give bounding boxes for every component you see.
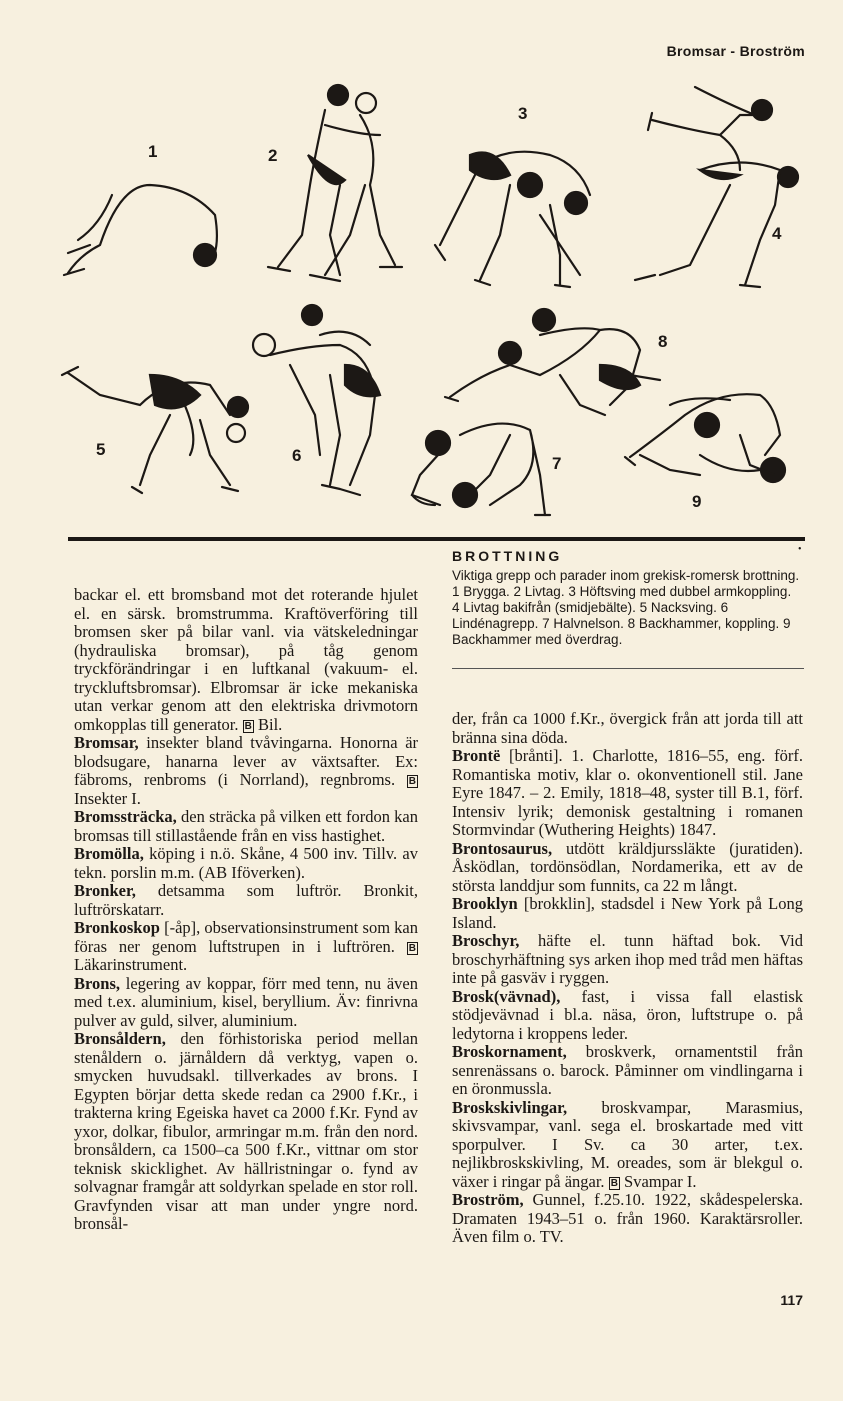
bullet-dot: • <box>798 544 802 555</box>
entry-brooklyn: Brooklyn [brokklin], stadsdel i New York på Long Island. <box>452 894 803 932</box>
wrestlers-neckswing <box>62 367 248 493</box>
wrestlers-backhammer-overdrag <box>625 394 785 482</box>
entry-brosk: Brosk(vävnad), fast, i vissa fall elastisk stödjevävnad i bl.a. näsa, öron, luftstrupe o. på ledytorna i kroppens leder. <box>452 986 803 1043</box>
entry-bromsar: Bromsar, insekter bland tvåvingarna. Honorna är blodsugare, hanarna lever av växtsafter. Ex: fäbroms, renbroms (i Norrland), regnbroms. B Insekter I. <box>74 733 419 808</box>
illustration-ref-icon: B <box>408 776 417 787</box>
illustration-ref-icon: B <box>610 1177 618 1189</box>
fig-number-7: 7 <box>552 454 562 473</box>
fig-number-6: 6 <box>292 446 302 465</box>
figure-caption <box>452 548 802 648</box>
entry-bronsaldern-continued: der, från ca 1000 f.Kr., övergick från att jorda till att bränna sina döda. <box>452 709 803 747</box>
wrestlers-rearlift <box>635 87 798 287</box>
entry-bromsstracka: Bromssträcka, den sträcka på vilken ett fordon kan bromsas till stillastående från en viss hastighet. <box>74 807 418 845</box>
entry-broschyr: Broschyr, häfte el. tunn häftad bok. Vid broschyrhäftning sys arken ihop med tråd men häftas inte på gasväv i ryggen. <box>452 931 804 987</box>
fig-number-8: 8 <box>658 332 668 351</box>
wrestler-bridge <box>64 185 217 275</box>
entry-bronte: Brontë [brånti]. 1. Charlotte, 1816–55, eng. förf. Romantiska motiv, klar o. okonventionell stil. Jane Eyre 1847. – 2. Emily, 1818–48, syster till B.1, förf. Intensiv lyrik; demonisk gestaltning i romanen Stormvindar (Wuthering Heights) 1847. <box>452 746 804 839</box>
entry-brons: Brons, legering av koppar, förr med tenn, nu även med t.ex. aluminium, kisel, beryllium. Äv: finrivna pulver av guld, silver, aluminium. <box>74 973 418 1030</box>
wrestlers-halfnelson <box>412 424 550 515</box>
fig-number-1: 1 <box>148 142 158 161</box>
wrestlers-backhammer-coupling <box>445 309 660 415</box>
wrestlers-lindena <box>253 305 380 495</box>
entry-broskornament: Broskornament, broskverk, ornamentstil från senrenässans o. barock. Påminner om vindlingarna i en öronmussla. <box>452 1042 803 1098</box>
fig-number-4: 4 <box>772 224 782 243</box>
page-number: 117 <box>780 1292 803 1308</box>
fig-number-5: 5 <box>96 440 106 459</box>
right-column <box>452 710 803 1247</box>
running-head: Bromsar - Broström <box>666 43 805 59</box>
entry-brostrom: Broström, Gunnel, f.25.10. 1922, skådespelerska. Dramaten 1943–51 o. från 1960. Karaktärsroller. Även film o. TV. <box>452 1190 804 1246</box>
entry-bronsaldern: Bronsåldern, den förhistoriska period mellan stenåldern o. järnåldern då verktyg, vapen o. smycken huvudsakl. tillverkades av brons. I Egypten börjar detta skede redan ca 2900 f.Kr., i trakterna kring Egeiska havet ca 2000 f.Kr. Fynd av yxor, dolkar, fibulor, armringar m.m. från den nord. bronsåldern, ca 1500–ca 500 f.Kr., vittnar om stor teknisk skicklighet. Av hällristningar o. fynd av solvagnar framgår att soldyrkan spelade en stor roll. Gravfynden visar att man under yngre nord. bronsål- <box>74 1029 418 1233</box>
fig-number-3: 3 <box>518 104 528 123</box>
wrestling-illustration <box>40 75 805 535</box>
caption-title: BROTTNING <box>452 548 563 564</box>
entry-broskskivlingar: Broskskivlingar, broskvampar, Marasmius, skivsvampar, vanl. sega el. broskartade med vitt sporpulver. I Sv. ca 30 arter, t.ex. nejlikbroskskivling, M. oreades, som är blekgul o. växer i ringar på ängar. B Svampar I. <box>452 1097 803 1191</box>
entry-bronkoskop: Bronkoskop [-åp], observationsinstrument som kan föras ner genom luftstrupen in i luftrören. B Läkarinstrument. <box>74 918 419 974</box>
fig-number-9: 9 <box>692 492 702 511</box>
wrestlers-hipthrow <box>435 152 590 287</box>
caption-underline <box>452 668 804 669</box>
caption-text: Viktiga grepp och parader inom grekisk-romersk brottning. 1 Brygga. 2 Livtag. 3 Höftsving med dubbel armkoppling. 4 Livtag bakifrån (smidjebälte). 5 Nacksving. 6 Lindénagrepp. 7 Halvnelson. 8 Backhammer, koppling. 9 Backhammer med överdrag. <box>452 568 800 647</box>
illustration-ref-icon: B <box>244 720 252 732</box>
illustration-ref-icon: B <box>408 942 417 954</box>
entry-bronker: Bronker, detsamma som luftrör. Bronkit, luftrörskatarr. <box>74 881 419 919</box>
fig-number-2: 2 <box>268 146 278 165</box>
figure-divider <box>68 537 805 541</box>
entry-brontosaurus: Brontosaurus, utdött kräldjurssläkte (juratiden). Åsködlan, tordönsödlan, Nordamerika, ett av de största landdjur som funnits, ca 22 m långt. <box>452 838 803 895</box>
entry-bromsband-continued: backar el. ett bromsband mot det roterande hjulet el. en särsk. bromstrumma. Kraftöverföring till bromsen sker på bilar vanl. via vätskeledningar (hydrauliska bromsar), på tåg genom tryckförändringar i en luftkanal (vakuum- el. tryckluftsbromsar). Elbromsar är icke mekaniska utan verkar genom att den elektriska drivmotorn omkopplas till generator. B Bil. <box>74 585 418 734</box>
left-column <box>74 586 418 1234</box>
wrestlers-bodylock <box>268 85 402 281</box>
entry-bromolla: Bromölla, köping i n.ö. Skåne, 4 500 inv. Tillv. av tekn. porslin m.m. (AB Iföverken). <box>74 844 419 882</box>
